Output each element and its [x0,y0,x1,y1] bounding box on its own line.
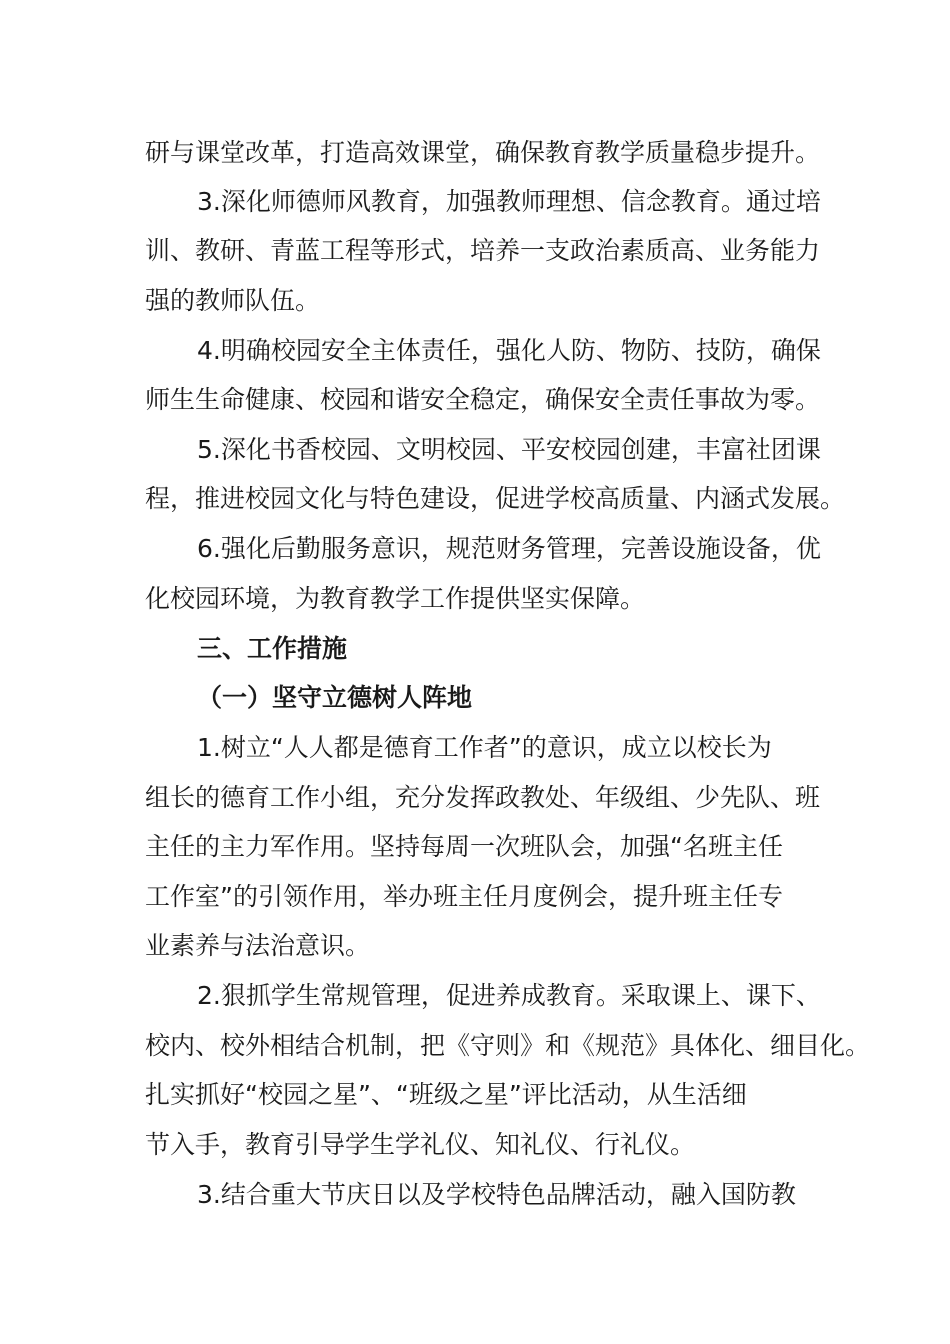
text-line-22: 3.结合重大节庆日以及学校特色品牌活动，融入国防教 [197,1180,796,1209]
text-line-10: 化校园环境，为教育教学工作提供坚实保障。 [145,584,646,613]
text-line-15: 主任的主力军作用。坚持每周一次班队会，加强“名班主任 [145,832,783,861]
text-line-7: 5.深化书香校园、文明校园、平安校园创建，丰富社团课 [197,435,821,464]
section-heading: 三、工作措施 [197,634,348,663]
text-line-20: 扎实抓好“校园之星”、“班级之星”评比活动，从生活细 [145,1080,747,1109]
text-line-6: 师生生命健康、校园和谐安全稳定，确保安全责任事故为零。 [145,385,821,414]
text-line-9: 6.强化后勤服务意识，规范财务管理，完善设施设备，优 [197,534,821,563]
text-line-14: 组长的德育工作小组，充分发挥政教处、年级组、少先队、班 [145,783,821,812]
text-line-13: 1.树立“人人都是德育工作者”的意识，成立以校长为 [197,733,772,762]
text-line-8: 程，推进校园文化与特色建设，促进学校高质量、内涵式发展。 [145,484,846,513]
text-line-1: 研与课堂改革，打造高效课堂，确保教育教学质量稳步提升。 [145,138,821,167]
text-line-3: 训、教研、青蓝工程等形式，培养一支政治素质高、业务能力 [145,236,821,265]
subsection-heading: （一）坚守立德树人阵地 [197,683,473,712]
text-line-2: 3.深化师德师风教育，加强教师理想、信念教育。通过培 [197,187,821,216]
text-line-21: 节入手，教育引导学生学礼仪、知礼仪、行礼仪。 [145,1130,696,1159]
text-line-5: 4.明确校园安全主体责任，强化人防、物防、技防，确保 [197,336,821,365]
text-line-17: 业素养与法治意识。 [145,931,371,960]
text-line-18: 2.狠抓学生常规管理，促进养成教育。采取课上、课下、 [197,981,821,1010]
text-line-16: 工作室”的引领作用，举办班主任月度例会，提升班主任专 [145,882,783,911]
text-line-19: 校内、校外相结合机制，把《守则》和《规范》具体化、细目化。 [145,1031,871,1060]
text-line-4: 强的教师队伍。 [145,286,321,315]
